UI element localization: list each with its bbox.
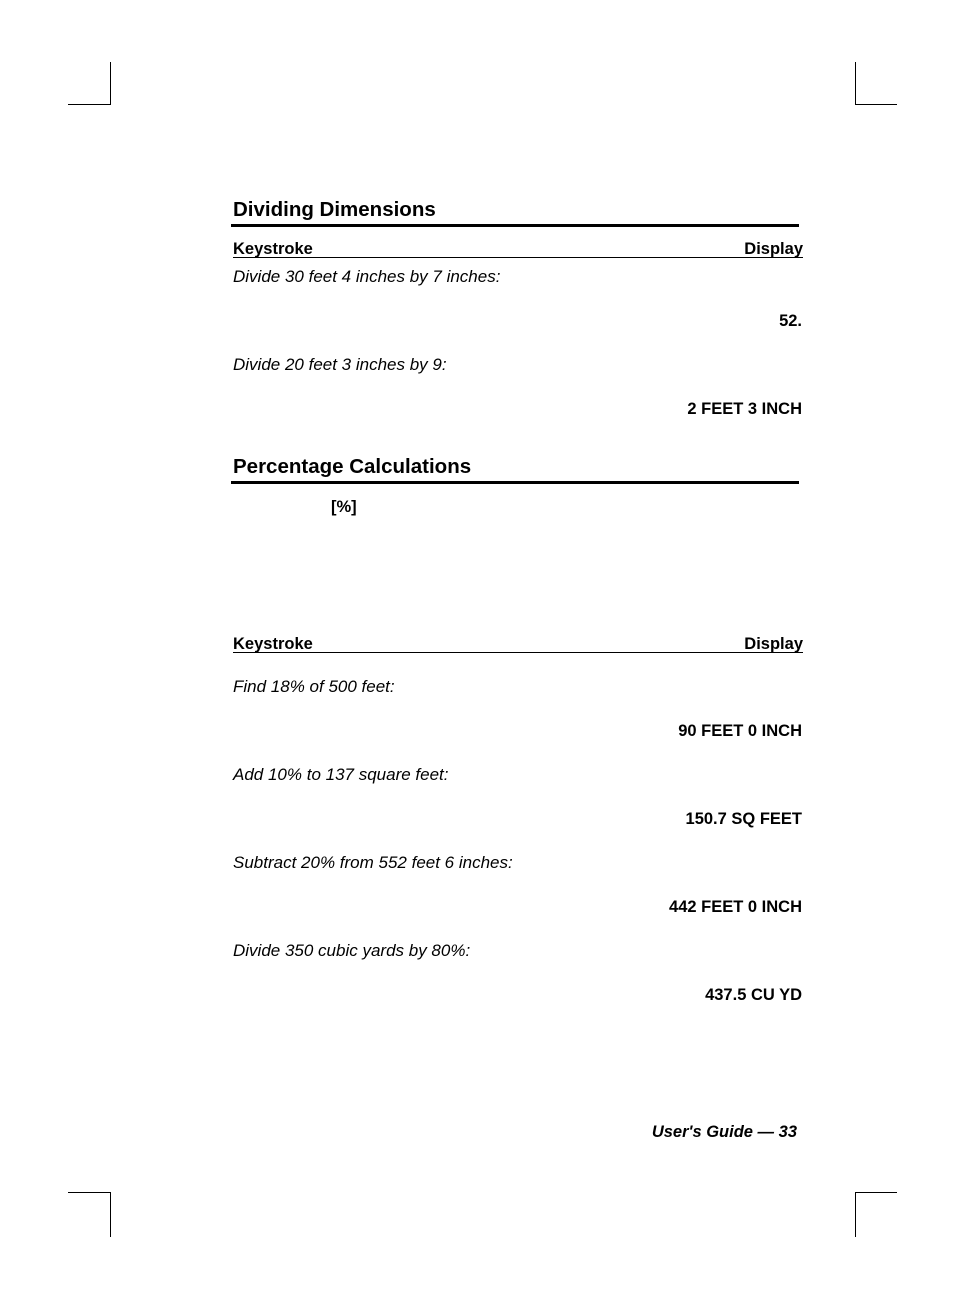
example-display: 150.7 SQ FEET bbox=[685, 810, 802, 828]
example-display: 442 FEET 0 INCH bbox=[669, 898, 802, 916]
display-header: Display bbox=[744, 635, 803, 653]
example-description: Divide 30 feet 4 inches by 7 inches: bbox=[233, 267, 501, 286]
column-header bbox=[233, 240, 803, 260]
page-footer: User's Guide — 33 bbox=[651, 1123, 797, 1141]
header-underline bbox=[233, 257, 803, 258]
keystroke-header: Keystroke bbox=[233, 240, 313, 258]
example-display: 52. bbox=[779, 312, 802, 330]
column-header bbox=[233, 635, 803, 655]
example-description: Divide 350 cubic yards by 80%: bbox=[233, 941, 471, 960]
example-display: 437.5 CU YD bbox=[705, 986, 802, 1004]
percent-key-label: [%] bbox=[331, 498, 357, 516]
section-rule bbox=[231, 481, 799, 484]
example-description: Subtract 20% from 552 feet 6 inches: bbox=[233, 853, 513, 872]
example-description: Find 18% of 500 feet: bbox=[233, 677, 395, 696]
display-header: Display bbox=[744, 240, 803, 258]
section-title: Percentage Calculations bbox=[233, 455, 472, 478]
example-display: 2 FEET 3 INCH bbox=[687, 400, 802, 418]
section-rule bbox=[231, 224, 799, 227]
example-description: Add 10% to 137 square feet: bbox=[233, 765, 449, 784]
header-underline bbox=[233, 652, 803, 653]
keystroke-header: Keystroke bbox=[233, 635, 313, 653]
example-description: Divide 20 feet 3 inches by 9: bbox=[233, 355, 447, 374]
section-title: Dividing Dimensions bbox=[233, 198, 436, 221]
example-display: 90 FEET 0 INCH bbox=[678, 722, 802, 740]
